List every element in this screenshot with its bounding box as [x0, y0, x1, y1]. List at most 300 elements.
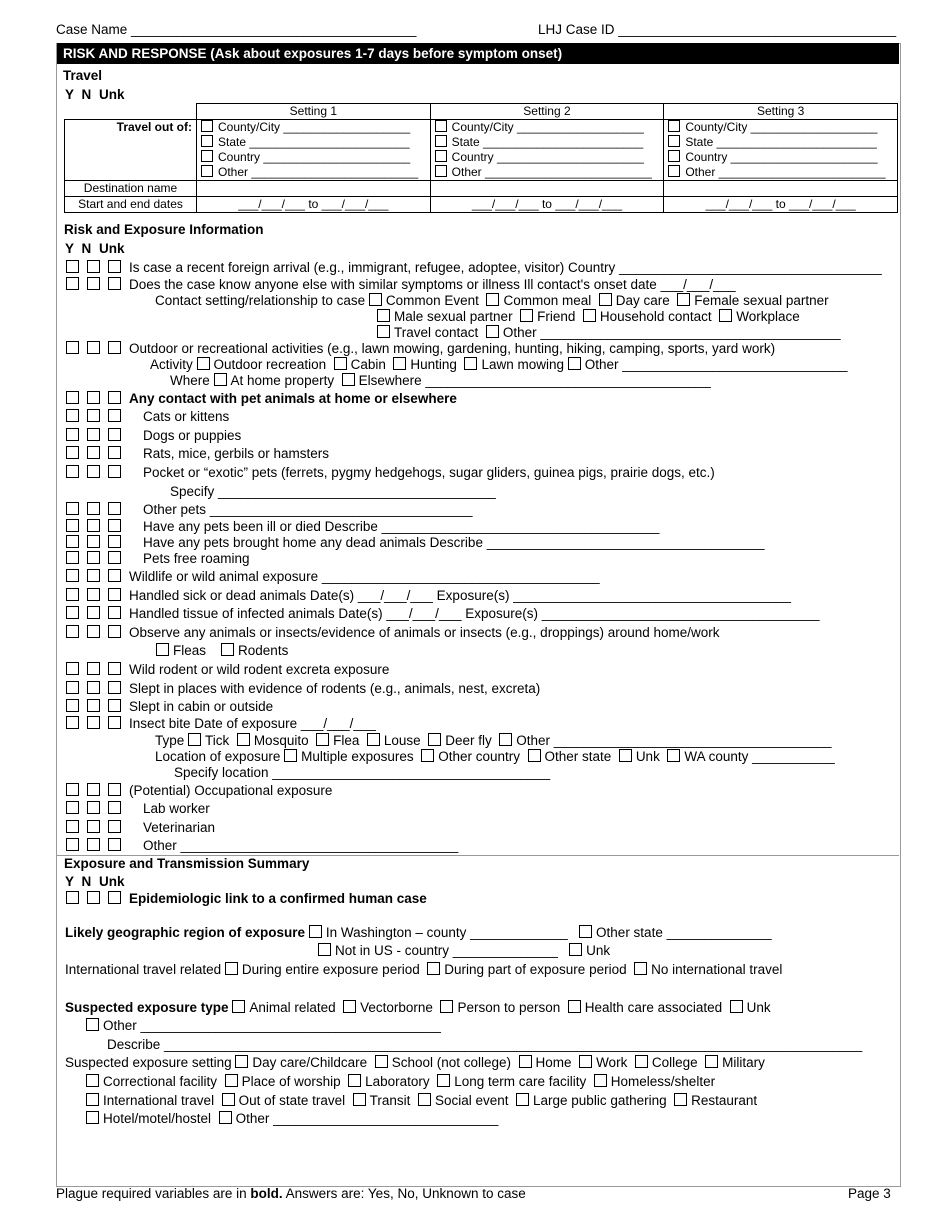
- lawn-mowing-checkbox[interactable]: [464, 357, 477, 370]
- yes-checkbox[interactable]: [66, 277, 79, 290]
- homeless-label: Homeless/shelter: [610, 1074, 716, 1089]
- state-field[interactable]: State ________________________: [218, 135, 410, 149]
- dates-3-field[interactable]: ___/___/___ to ___/___/___: [664, 197, 898, 213]
- intl-travel-label: International travel related: [65, 962, 222, 977]
- unk-checkbox[interactable]: [108, 891, 121, 904]
- yes-checkbox[interactable]: [66, 465, 79, 478]
- wild-rodent-label: Wild rodent or wild rodent excreta exposure: [129, 662, 390, 677]
- activity-row: [150, 357, 848, 373]
- yes-checkbox[interactable]: [66, 662, 79, 675]
- unk-checkbox[interactable]: [108, 260, 121, 273]
- exposure-type-unk-label: Unk: [746, 1000, 771, 1015]
- common-event-label: Common Event: [385, 293, 479, 308]
- specify-location-field[interactable]: Specify location _____________________________________: [174, 765, 551, 780]
- no-intl-checkbox[interactable]: [634, 962, 647, 975]
- no-checkbox[interactable]: [87, 716, 100, 729]
- no-checkbox[interactable]: [87, 891, 100, 904]
- footer-note-answers: Answers are: Yes, No, Unknown to case: [282, 1186, 526, 1201]
- unk-checkbox[interactable]: [108, 625, 121, 638]
- unk-checkbox[interactable]: [108, 569, 121, 582]
- restaurant-checkbox[interactable]: [674, 1093, 687, 1106]
- lab-worker-label: Lab worker: [143, 801, 210, 816]
- handled-sick-row: [66, 588, 791, 604]
- activity-label: Activity: [150, 357, 193, 372]
- outdoor-label: Outdoor or recreational activities (e.g., lawn mowing, gardening, hunting, hiking, camping, sports, yard work): [129, 341, 776, 356]
- yes-checkbox[interactable]: [66, 891, 79, 904]
- yes-checkbox[interactable]: [66, 625, 79, 638]
- state-field[interactable]: State ________________________: [685, 135, 877, 149]
- observe-options: [156, 643, 288, 659]
- friend-checkbox[interactable]: [520, 309, 533, 322]
- destination-label: Destination name: [65, 181, 197, 197]
- location-label: Location of exposure: [155, 749, 281, 764]
- elsewhere-checkbox[interactable]: [342, 373, 355, 386]
- setting-row-2: [86, 1074, 715, 1090]
- unk-checkbox[interactable]: [108, 277, 121, 290]
- unk-checkbox[interactable]: [108, 551, 121, 564]
- pet-contact-row: [66, 391, 457, 407]
- exposure-type-row: [65, 1000, 771, 1016]
- animal-related-label: Animal related: [249, 1000, 336, 1015]
- type-label: Type: [155, 733, 185, 748]
- laboratory-label: Laboratory: [365, 1074, 430, 1089]
- occupational-row: [66, 783, 332, 799]
- slept-cabin-row: [66, 699, 273, 715]
- no-checkbox[interactable]: [87, 502, 100, 515]
- louse-label: Louse: [383, 733, 421, 748]
- yes-checkbox[interactable]: [66, 838, 79, 851]
- vectorborne-checkbox[interactable]: [343, 1000, 356, 1013]
- unk-checkbox[interactable]: [108, 535, 121, 548]
- exposure-setting-label: Suspected exposure setting: [65, 1055, 232, 1070]
- state-field[interactable]: State ________________________: [451, 135, 644, 149]
- exposure-type-unk-checkbox[interactable]: [730, 1000, 743, 1013]
- setting-row-4: [86, 1111, 498, 1127]
- unk-checkbox[interactable]: [108, 465, 121, 478]
- country-field[interactable]: Country ______________________: [685, 150, 878, 164]
- rats-row: [66, 446, 329, 462]
- other-checkbox[interactable]: [201, 165, 213, 177]
- foreign-arrival-label: Is case a recent foreign arrival (e.g., immigrant, refugee, adoptee, visitor) Country ___________________________________: [129, 260, 882, 275]
- flea-label: Flea: [333, 733, 360, 748]
- no-checkbox[interactable]: [87, 465, 100, 478]
- no-checkbox[interactable]: [87, 391, 100, 404]
- location-other-state-checkbox[interactable]: [528, 749, 541, 762]
- state-checkbox[interactable]: [668, 135, 680, 147]
- out-of-state-checkbox[interactable]: [222, 1093, 235, 1106]
- contact-setting-row-3: [377, 325, 841, 341]
- unk-checkbox[interactable]: [108, 446, 121, 459]
- cats-label: Cats or kittens: [143, 409, 230, 424]
- entire-period-checkbox[interactable]: [225, 962, 238, 975]
- day-care-label: Day care: [615, 293, 670, 308]
- other-checkbox[interactable]: [435, 165, 447, 177]
- home-checkbox[interactable]: [519, 1055, 532, 1068]
- insect-bite-label: Insect bite Date of exposure ___/___/___: [129, 716, 376, 731]
- hunting-checkbox[interactable]: [393, 357, 406, 370]
- dates-1-field[interactable]: ___/___/___ to ___/___/___: [197, 197, 431, 213]
- college-label: College: [651, 1055, 698, 1070]
- state-checkbox[interactable]: [435, 135, 447, 147]
- homeless-checkbox[interactable]: [594, 1074, 607, 1087]
- location-unk-checkbox[interactable]: [619, 749, 632, 762]
- part-period-label: During part of exposure period: [444, 962, 627, 977]
- international-travel-checkbox[interactable]: [86, 1093, 99, 1106]
- workplace-label: Workplace: [736, 309, 800, 324]
- household-label: Household contact: [599, 309, 712, 324]
- worship-label: Place of worship: [241, 1074, 341, 1089]
- fleas-checkbox[interactable]: [156, 643, 169, 656]
- correctional-checkbox[interactable]: [86, 1074, 99, 1087]
- other-field[interactable]: Other _________________________: [451, 165, 652, 179]
- handled-tissue-row: [66, 606, 820, 622]
- person-to-person-checkbox[interactable]: [440, 1000, 453, 1013]
- yes-checkbox[interactable]: [66, 519, 79, 532]
- country-field[interactable]: Country ______________________: [451, 150, 644, 164]
- person-to-person-label: Person to person: [457, 1000, 561, 1015]
- louse-checkbox[interactable]: [367, 733, 380, 746]
- no-checkbox[interactable]: [87, 551, 100, 564]
- common-meal-label: Common meal: [503, 293, 592, 308]
- setting-row-1: [65, 1055, 765, 1071]
- foreign-arrival-row: [66, 260, 882, 276]
- common-event-checkbox[interactable]: [369, 293, 382, 306]
- military-checkbox[interactable]: [705, 1055, 718, 1068]
- rodents-checkbox[interactable]: [221, 643, 234, 656]
- outdoor-recreation-checkbox[interactable]: [197, 357, 210, 370]
- unk-checkbox[interactable]: [108, 699, 121, 712]
- dogs-row: [66, 428, 241, 444]
- setting-2-header: Setting 2: [430, 104, 664, 120]
- yes-checkbox[interactable]: [66, 535, 79, 548]
- destination-2-field[interactable]: [430, 181, 664, 197]
- ynu-header: Y N Unk: [65, 874, 125, 889]
- ynu-header: Y N Unk: [65, 241, 125, 256]
- section-title: RISK AND RESPONSE (Ask about exposures 1-7 days before symptom onset): [57, 43, 899, 64]
- county-checkbox[interactable]: [668, 120, 680, 132]
- setting-1-header: Setting 1: [197, 104, 431, 120]
- no-checkbox[interactable]: [87, 535, 100, 548]
- in-washington-checkbox[interactable]: [309, 925, 322, 938]
- school-checkbox[interactable]: [375, 1055, 388, 1068]
- exposure-type-other-checkbox[interactable]: [86, 1018, 99, 1031]
- risk-title: Risk and Exposure Information: [64, 222, 264, 237]
- yes-checkbox[interactable]: [66, 699, 79, 712]
- male-partner-checkbox[interactable]: [377, 309, 390, 322]
- outdoor-row: [66, 341, 775, 357]
- no-checkbox[interactable]: [87, 838, 100, 851]
- rodents-label: Rodents: [238, 643, 289, 658]
- exposure-type-label: Suspected exposure type: [65, 1000, 229, 1015]
- where-label: Where: [170, 373, 210, 388]
- country-checkbox[interactable]: [201, 150, 213, 162]
- lab-worker-row: [66, 801, 210, 817]
- hunting-label: Hunting: [410, 357, 457, 372]
- wild-rodent-row: [66, 662, 389, 678]
- state-checkbox[interactable]: [201, 135, 213, 147]
- female-partner-label: Female sexual partner: [694, 293, 829, 308]
- pocket-pets-label: Pocket or “exotic” pets (ferrets, pygmy hedgehogs, sugar gliders, guinea pigs, prairie dogs, etc.): [143, 465, 715, 480]
- setting-row-3: [86, 1093, 757, 1109]
- unk-checkbox[interactable]: [108, 662, 121, 675]
- case-name-field[interactable]: Case Name ______________________________________: [56, 22, 417, 37]
- yes-checkbox[interactable]: [66, 569, 79, 582]
- health-care-label: Health care associated: [584, 1000, 723, 1015]
- unk-checkbox[interactable]: [108, 502, 121, 515]
- region-label: Likely geographic region of exposure: [65, 925, 306, 940]
- female-partner-checkbox[interactable]: [677, 293, 690, 306]
- out-of-state-label: Out of state travel: [238, 1093, 346, 1108]
- unk-checkbox[interactable]: [108, 519, 121, 532]
- large-gathering-label: Large public gathering: [533, 1093, 667, 1108]
- region-other-state-checkbox[interactable]: [579, 925, 592, 938]
- setting-1-locations: [197, 120, 431, 181]
- no-checkbox[interactable]: [87, 409, 100, 422]
- long-term-care-label: Long term care facility: [454, 1074, 587, 1089]
- region-other-state-field[interactable]: Other state ______________: [596, 925, 772, 940]
- setting-2-locations: [430, 120, 664, 181]
- day-care-childcare-checkbox[interactable]: [235, 1055, 248, 1068]
- unk-checkbox[interactable]: [108, 341, 121, 354]
- international-travel-label: International travel: [103, 1093, 215, 1108]
- footer-note-bold: bold.: [250, 1186, 283, 1201]
- handled-sick-label: Handled sick or dead animals Date(s) ___/___/___ Exposure(s) _____________________________________: [129, 588, 792, 603]
- vectorborne-label: Vectorborne: [360, 1000, 433, 1015]
- no-checkbox[interactable]: [87, 606, 100, 619]
- country-checkbox[interactable]: [435, 150, 447, 162]
- other-field[interactable]: Other _________________________: [685, 165, 886, 179]
- observe-label: Observe any animals or insects/evidence of animals or insects (e.g., droppings) around home/work: [129, 625, 720, 640]
- cabin-label: Cabin: [350, 357, 386, 372]
- outdoor-recreation-label: Outdoor recreation: [213, 357, 327, 372]
- college-checkbox[interactable]: [635, 1055, 648, 1068]
- not-in-us-field[interactable]: Not in US - country ______________: [335, 943, 558, 958]
- no-checkbox[interactable]: [87, 801, 100, 814]
- unk-checkbox[interactable]: [108, 783, 121, 796]
- activity-other-checkbox[interactable]: [568, 357, 581, 370]
- wildlife-row: [66, 569, 600, 585]
- lawn-mowing-label: Lawn mowing: [481, 357, 565, 372]
- travel-out-label: Travel out of:: [65, 120, 197, 181]
- unk-checkbox[interactable]: [108, 409, 121, 422]
- travel-contact-checkbox[interactable]: [377, 325, 390, 338]
- yes-checkbox[interactable]: [66, 820, 79, 833]
- unk-checkbox[interactable]: [108, 428, 121, 441]
- deer-fly-checkbox[interactable]: [428, 733, 441, 746]
- yes-checkbox[interactable]: [66, 716, 79, 729]
- hotel-label: Hotel/motel/hostel: [103, 1111, 212, 1126]
- occ-other-row: [66, 838, 458, 854]
- contact-setting-row-1: [155, 293, 829, 309]
- county-field[interactable]: County/City ___________________: [451, 120, 644, 134]
- country-field[interactable]: Country ______________________: [218, 150, 411, 164]
- household-checkbox[interactable]: [583, 309, 596, 322]
- slept-cabin-label: Slept in cabin or outside: [129, 699, 274, 714]
- workplace-checkbox[interactable]: [719, 309, 732, 322]
- yes-checkbox[interactable]: [66, 801, 79, 814]
- unk-checkbox[interactable]: [108, 391, 121, 404]
- laboratory-checkbox[interactable]: [348, 1074, 361, 1087]
- insect-bite-row: [66, 716, 376, 732]
- no-checkbox[interactable]: [87, 699, 100, 712]
- wildlife-label: Wildlife or wild animal exposure _____________________________________: [129, 569, 600, 584]
- part-period-checkbox[interactable]: [427, 962, 440, 975]
- yes-checkbox[interactable]: [66, 260, 79, 273]
- epi-link-row: [66, 891, 427, 907]
- page-number: Page 3: [848, 1186, 891, 1201]
- other-pets-field[interactable]: Other pets ___________________________________: [143, 502, 473, 517]
- work-checkbox[interactable]: [579, 1055, 592, 1068]
- setting-other-field[interactable]: Other ______________________________: [235, 1111, 499, 1126]
- setting-other-checkbox[interactable]: [219, 1111, 232, 1124]
- no-checkbox[interactable]: [87, 341, 100, 354]
- slept-rodents-row: [66, 681, 540, 697]
- occ-other-field[interactable]: Other _____________________________________: [143, 838, 459, 853]
- entire-period-label: During entire exposure period: [241, 962, 420, 977]
- handled-tissue-label: Handled tissue of infected animals Date(s) ___/___/___ Exposure(s) _____________________________________: [129, 606, 820, 621]
- unk-checkbox[interactable]: [108, 820, 121, 833]
- restaurant-label: Restaurant: [691, 1093, 758, 1108]
- social-event-label: Social event: [434, 1093, 509, 1108]
- at-home-checkbox[interactable]: [214, 373, 227, 386]
- deer-fly-label: Deer fly: [445, 733, 492, 748]
- worship-checkbox[interactable]: [225, 1074, 238, 1087]
- epi-link-label: Epidemiologic link to a confirmed human case: [129, 891, 427, 906]
- elsewhere-field[interactable]: Elsewhere ______________________________________: [358, 373, 711, 388]
- activity-other-field[interactable]: Other ______________________________: [584, 357, 848, 372]
- intl-travel-row: [65, 962, 782, 978]
- no-checkbox[interactable]: [87, 662, 100, 675]
- no-checkbox[interactable]: [87, 519, 100, 532]
- in-washington-field[interactable]: In Washington – county _____________: [325, 925, 568, 940]
- no-checkbox[interactable]: [87, 588, 100, 601]
- occupational-label: (Potential) Occupational exposure: [129, 783, 333, 798]
- no-checkbox[interactable]: [87, 681, 100, 694]
- yes-checkbox[interactable]: [66, 588, 79, 601]
- military-label: Military: [722, 1055, 765, 1070]
- travel-contact-label: Travel contact: [394, 325, 479, 340]
- mosquito-checkbox[interactable]: [237, 733, 250, 746]
- day-care-childcare-label: Day care/Childcare: [252, 1055, 368, 1070]
- destination-3-field[interactable]: [664, 181, 898, 197]
- yes-checkbox[interactable]: [66, 681, 79, 694]
- county-field[interactable]: County/City ___________________: [218, 120, 411, 134]
- destination-1-field[interactable]: [197, 181, 431, 197]
- transit-label: Transit: [369, 1093, 411, 1108]
- exposure-type-other-field[interactable]: Other ________________________________________: [103, 1018, 441, 1033]
- pocket-specify-field[interactable]: Specify _____________________________________: [170, 484, 496, 499]
- yes-checkbox[interactable]: [66, 606, 79, 619]
- yes-checkbox[interactable]: [66, 446, 79, 459]
- travel-title: Travel: [63, 68, 103, 83]
- social-event-checkbox[interactable]: [418, 1093, 431, 1106]
- yes-checkbox[interactable]: [66, 428, 79, 441]
- pocket-pets-row: [66, 465, 715, 481]
- multiple-exposures-checkbox[interactable]: [284, 749, 297, 762]
- dates-label: Start and end dates: [65, 197, 197, 213]
- county-checkbox[interactable]: [435, 120, 447, 132]
- other-field[interactable]: Other _________________________: [218, 165, 419, 179]
- no-checkbox[interactable]: [87, 446, 100, 459]
- animal-related-checkbox[interactable]: [232, 1000, 245, 1013]
- health-care-checkbox[interactable]: [568, 1000, 581, 1013]
- other-country-checkbox[interactable]: [421, 749, 434, 762]
- unk-checkbox[interactable]: [108, 681, 121, 694]
- yes-checkbox[interactable]: [66, 391, 79, 404]
- region-unk-checkbox[interactable]: [569, 943, 582, 956]
- county-checkbox[interactable]: [201, 120, 213, 132]
- rats-label: Rats, mice, gerbils or hamsters: [143, 446, 330, 461]
- describe-field[interactable]: Describe _____________________________________________________________________________________________: [107, 1037, 863, 1052]
- type-other-field[interactable]: Other _____________________________________: [516, 733, 832, 748]
- yes-checkbox[interactable]: [66, 409, 79, 422]
- no-intl-label: No international travel: [651, 962, 783, 977]
- contact-other-field[interactable]: Other ________________________________________: [502, 325, 841, 340]
- unk-checkbox[interactable]: [108, 588, 121, 601]
- pets-dead-label: Have any pets brought home any dead animals Describe _____________________________________: [143, 535, 765, 550]
- yes-checkbox[interactable]: [66, 783, 79, 796]
- flea-checkbox[interactable]: [316, 733, 329, 746]
- mosquito-label: Mosquito: [253, 733, 309, 748]
- friend-label: Friend: [537, 309, 576, 324]
- type-other-checkbox[interactable]: [499, 733, 512, 746]
- tick-label: Tick: [205, 733, 230, 748]
- transit-checkbox[interactable]: [353, 1093, 366, 1106]
- common-meal-checkbox[interactable]: [486, 293, 499, 306]
- lhj-case-id-field[interactable]: LHJ Case ID _____________________________________: [538, 22, 897, 37]
- travel-table: [64, 103, 898, 213]
- wa-county-checkbox[interactable]: [667, 749, 680, 762]
- unk-checkbox[interactable]: [108, 606, 121, 619]
- veterinarian-label: Veterinarian: [143, 820, 216, 835]
- unk-checkbox[interactable]: [108, 716, 121, 729]
- other-checkbox[interactable]: [668, 165, 680, 177]
- no-checkbox[interactable]: [87, 820, 100, 833]
- no-checkbox[interactable]: [87, 428, 100, 441]
- know-anyone-label: Does the case know anyone else with similar symptoms or illness Ill contact's onset date ___/___/___: [129, 277, 736, 292]
- not-in-us-checkbox[interactable]: [318, 943, 331, 956]
- no-checkbox[interactable]: [87, 260, 100, 273]
- exposure-type-other-row: [86, 1018, 441, 1034]
- ynu-header: Y N Unk: [65, 87, 125, 102]
- no-checkbox[interactable]: [87, 625, 100, 638]
- country-checkbox[interactable]: [668, 150, 680, 162]
- contact-setting-row-2: [377, 309, 800, 325]
- yes-checkbox[interactable]: [66, 502, 79, 515]
- hotel-checkbox[interactable]: [86, 1111, 99, 1124]
- wa-county-field[interactable]: WA county ___________: [684, 749, 835, 764]
- long-term-care-checkbox[interactable]: [437, 1074, 450, 1087]
- yes-checkbox[interactable]: [66, 341, 79, 354]
- contact-other-checkbox[interactable]: [486, 325, 499, 338]
- no-checkbox[interactable]: [87, 277, 100, 290]
- cabin-checkbox[interactable]: [334, 357, 347, 370]
- unk-checkbox[interactable]: [108, 838, 121, 851]
- work-label: Work: [596, 1055, 628, 1070]
- yes-checkbox[interactable]: [66, 551, 79, 564]
- day-care-checkbox[interactable]: [599, 293, 612, 306]
- male-partner-label: Male sexual partner: [394, 309, 513, 324]
- dates-2-field[interactable]: ___/___/___ to ___/___/___: [430, 197, 664, 213]
- large-gathering-checkbox[interactable]: [516, 1093, 529, 1106]
- county-field[interactable]: County/City ___________________: [685, 120, 878, 134]
- dogs-label: Dogs or puppies: [143, 428, 242, 443]
- at-home-label: At home property: [230, 373, 335, 388]
- tick-checkbox[interactable]: [188, 733, 201, 746]
- unk-checkbox[interactable]: [108, 801, 121, 814]
- no-checkbox[interactable]: [87, 783, 100, 796]
- no-checkbox[interactable]: [87, 569, 100, 582]
